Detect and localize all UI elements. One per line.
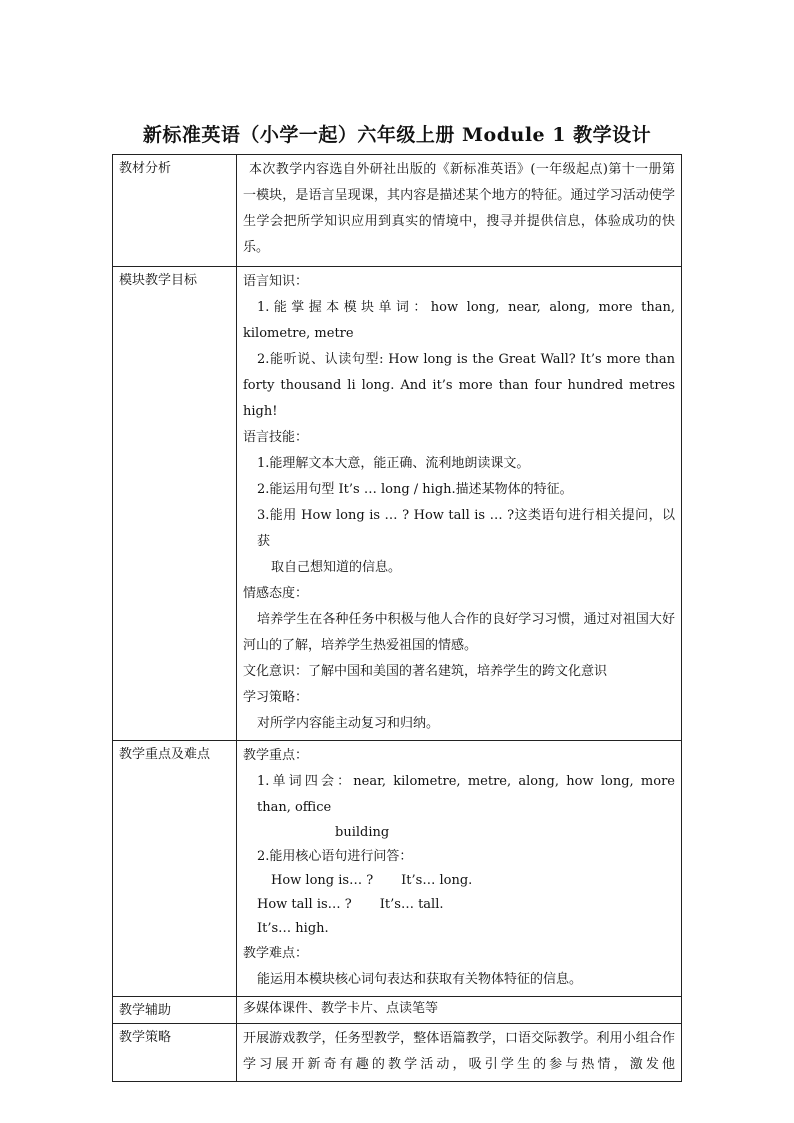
skills-item-1: 1.能理解文本大意，能正确、流利地朗读课文。 [257, 456, 530, 471]
content-aids [237, 997, 682, 1024]
label-analysis: 教材分析 [113, 155, 237, 267]
key-item-1b: building [335, 825, 390, 840]
strategy-row-text: 开展游戏教学，任务型教学，整体语篇教学，口语交际教学。利用小组合作学习展开新奇有趣的教学活动，吸引学生的参与热情，激发他 [243, 1031, 675, 1072]
attitude-text: 培养学生在各种任务中积极与他人合作的良好学习习惯，通过对祖国大好河山的了解，培养学生热爱祖国的情感。 [243, 612, 675, 653]
skills-item-3b: 取自己想知道的信息。 [271, 560, 402, 575]
label-strategy: 教学策略 [113, 1024, 237, 1082]
label-focus: 教学重点及难点 [113, 741, 237, 997]
question-1: How long is… ? [271, 873, 374, 888]
knowledge-item-1: 1.能掌握本模块单词：how long, near, along, more than, kilometre, metre [243, 300, 675, 341]
key-item-1a: 1.单词四会：near, kilometre, metre, along, how long, more than, office [257, 774, 675, 815]
attitude-heading: 情感态度： [243, 586, 309, 601]
key-item-2: 2.能用核心语句进行问答： [257, 849, 413, 864]
skills-heading: 语言技能： [243, 430, 309, 445]
answer-3: It’s… high. [257, 921, 329, 936]
knowledge-heading: 语言知识： [243, 274, 309, 289]
row-goals [113, 267, 682, 741]
question-2: How tall is… ? [257, 897, 352, 912]
analysis-text: 本次教学内容选自外研社出版的《新标准英语》(一年级起点)第十一册第一模块，是语言呈现课，其内容是描述某个地方的特征。通过学习活动使学生学会把所学知识应用到真实的情境中，搜寻并提供信息，体验成功的快乐。 [243, 162, 675, 255]
label-goals: 模块教学目标 [113, 267, 237, 741]
skills-item-2: 2.能运用句型 It’s … long / high.描述某物体的特征。 [257, 482, 573, 497]
qa-row-1 [243, 869, 675, 893]
difficulty-heading: 教学难点： [243, 946, 309, 961]
strategy-heading: 学习策略： [243, 690, 309, 705]
answer-2: It’s… tall. [379, 897, 444, 912]
difficulty-text: 能运用本模块核心词句表达和获取有关物体特征的信息。 [257, 972, 583, 987]
page-title: 新标准英语（小学一起）六年级上册 Module 1 教学设计 [142, 124, 652, 146]
key-heading: 教学重点： [243, 748, 309, 763]
qa-row-3 [243, 917, 675, 941]
content-analysis [237, 155, 682, 267]
row-strategy [113, 1024, 682, 1082]
row-focus [113, 741, 682, 997]
lesson-plan-table [112, 154, 682, 1082]
content-focus [237, 741, 682, 997]
culture-text: 文化意识：了解中国和美国的著名建筑，培养学生的跨文化意识 [243, 664, 608, 679]
strategy-text: 对所学内容能主动复习和归纳。 [257, 716, 440, 731]
content-goals [237, 267, 682, 741]
qa-row-2 [243, 893, 675, 917]
row-aids [113, 997, 682, 1024]
knowledge-item-2: 2.能听说、认读句型: How long is the Great Wall? It’s more than forty thousand li long. And it’s more than four hundred metres high! [243, 352, 675, 419]
aids-text: 多媒体课件、教学卡片、点读笔等 [243, 1001, 439, 1016]
row-analysis [113, 155, 682, 267]
content-strategy [237, 1024, 682, 1082]
skills-item-3a: 3.能用 How long is … ? How tall is … ?这类语句进行相关提问，以获 [257, 508, 675, 549]
label-aids: 教学辅助 [113, 997, 237, 1024]
answer-1: It’s… long. [401, 873, 473, 888]
